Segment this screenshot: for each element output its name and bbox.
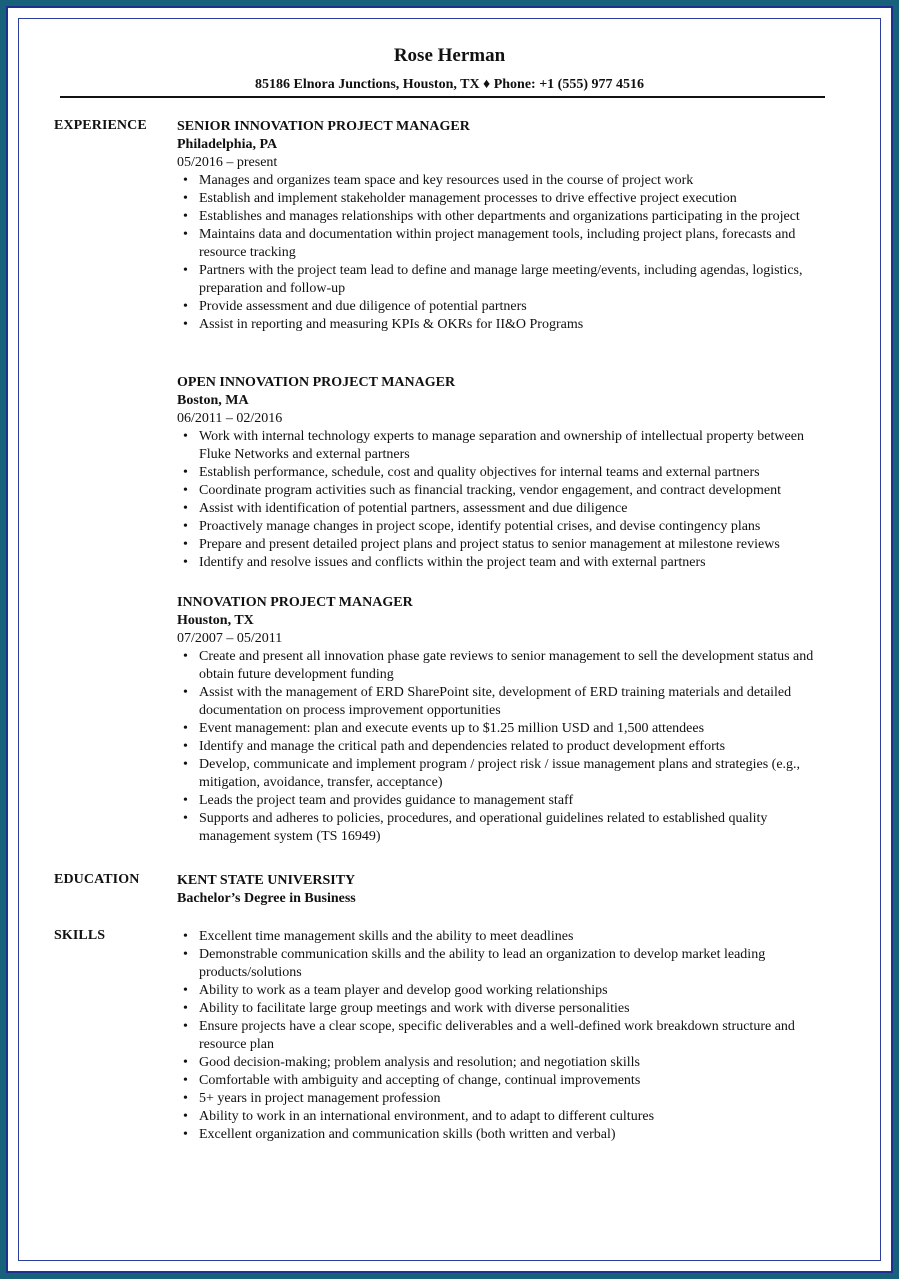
list-item: • Leads the project team and provides guidance to management staff [177,792,837,810]
candidate-name: Rose Herman [393,45,506,66]
list-item: • Excellent time management skills and the ability to meet deadlines [177,928,837,946]
list-item: • Event management: plan and execute events up to $1.25 million USD and 1,500 attendees [177,720,837,738]
list-item: • Ability to work in an international environment, and to adapt to different cultures [177,1108,837,1126]
list-item: • Create and present all innovation phase gate reviews to senior management to sell the development status and obtain future development funding [177,648,837,684]
job-bullets [177,172,837,334]
job-dates: 06/2011 – 02/2016 [177,411,283,426]
list-item: • Maintains data and documentation within project management tools, including project plans, forecasts and resource tracking [177,226,837,262]
section-label-skills: SKILLS [54,928,106,943]
job-entry [177,118,837,334]
job-entry [177,594,837,846]
job-title: INNOVATION PROJECT MANAGER [177,595,413,610]
list-item: • Provide assessment and due diligence of potential partners [177,298,837,316]
list-item: • Identify and manage the critical path and dependencies related to product development efforts [177,738,837,756]
list-item: • Partners with the project team lead to define and manage large meeting/events, including agendas, logistics, preparation and follow-up [177,262,837,298]
skills-entry [177,928,837,1144]
list-item: • Excellent organization and communication skills (both written and verbal) [177,1126,837,1144]
list-item: • Develop, communicate and implement program / project risk / issue management plans and strategies (e.g., mitigation, avoidance, transfer, acceptance) [177,756,837,792]
contact-line: 85186 Elnora Junctions, Houston, TX ♦ Phone: +1 (555) 977 4516 [254,77,644,92]
list-item: • Ability to facilitate large group meetings and work with diverse personalities [177,1000,837,1018]
list-item: • Coordinate program activities such as financial tracking, vendor engagement, and contract development [177,482,837,500]
job-bullets [177,648,837,846]
list-item: • 5+ years in project management profession [177,1090,837,1108]
header-divider [60,96,825,98]
list-item: • Good decision-making; problem analysis and resolution; and negotiation skills [177,1054,837,1072]
job-title: SENIOR INNOVATION PROJECT MANAGER [177,119,470,134]
job-dates: 07/2007 – 05/2011 [177,631,283,646]
list-item: • Assist in reporting and measuring KPIs & OKRs for II&O Programs [177,316,837,334]
list-item: • Establish performance, schedule, cost and quality objectives for internal teams and external partners [177,464,837,482]
list-item: • Assist with the management of ERD SharePoint site, development of ERD training materials and detailed documentation on process improvement opportunities [177,684,837,720]
list-item: • Ability to work as a team player and develop good working relationships [177,982,837,1000]
job-bullets [177,428,837,572]
list-item: • Proactively manage changes in project scope, identify potential crises, and devise contingency plans [177,518,837,536]
list-item: • Prepare and present detailed project plans and project status to senior management at milestone reviews [177,536,837,554]
list-item: • Work with internal technology experts to manage separation and ownership of intellectual property between Fluke Networks and external partners [177,428,837,464]
degree: Bachelor’s Degree in Business [177,891,356,906]
list-item: • Manages and organizes team space and key resources used in the course of project work [177,172,837,190]
job-location: Philadelphia, PA [177,137,278,152]
section-label-experience: EXPERIENCE [54,118,147,133]
list-item: • Identify and resolve issues and conflicts within the project team and with external partners [177,554,837,572]
education-entry [177,872,837,908]
list-item: • Establish and implement stakeholder management processes to drive effective project execution [177,190,837,208]
list-item: • Establishes and manages relationships with other departments and organizations participating in the project [177,208,837,226]
job-location: Boston, MA [177,393,249,408]
section-label-education: EDUCATION [54,872,140,887]
job-dates: 05/2016 – present [177,155,278,170]
job-title: OPEN INNOVATION PROJECT MANAGER [177,375,456,390]
list-item: • Ensure projects have a clear scope, specific deliverables and a well-defined work breakdown structure and resource plan [177,1018,837,1054]
school-name: KENT STATE UNIVERSITY [177,873,356,888]
list-item: • Assist with identification of potential partners, assessment and due diligence [177,500,837,518]
list-item: • Comfortable with ambiguity and accepting of change, continual improvements [177,1072,837,1090]
skills-list [177,928,837,1144]
job-location: Houston, TX [177,613,254,628]
list-item: • Supports and adheres to policies, procedures, and operational guidelines related to established quality management system (TS 16949) [177,810,837,846]
list-item: • Demonstrable communication skills and the ability to lead an organization to develop market leading products/solutions [177,946,837,982]
job-entry [177,374,837,572]
